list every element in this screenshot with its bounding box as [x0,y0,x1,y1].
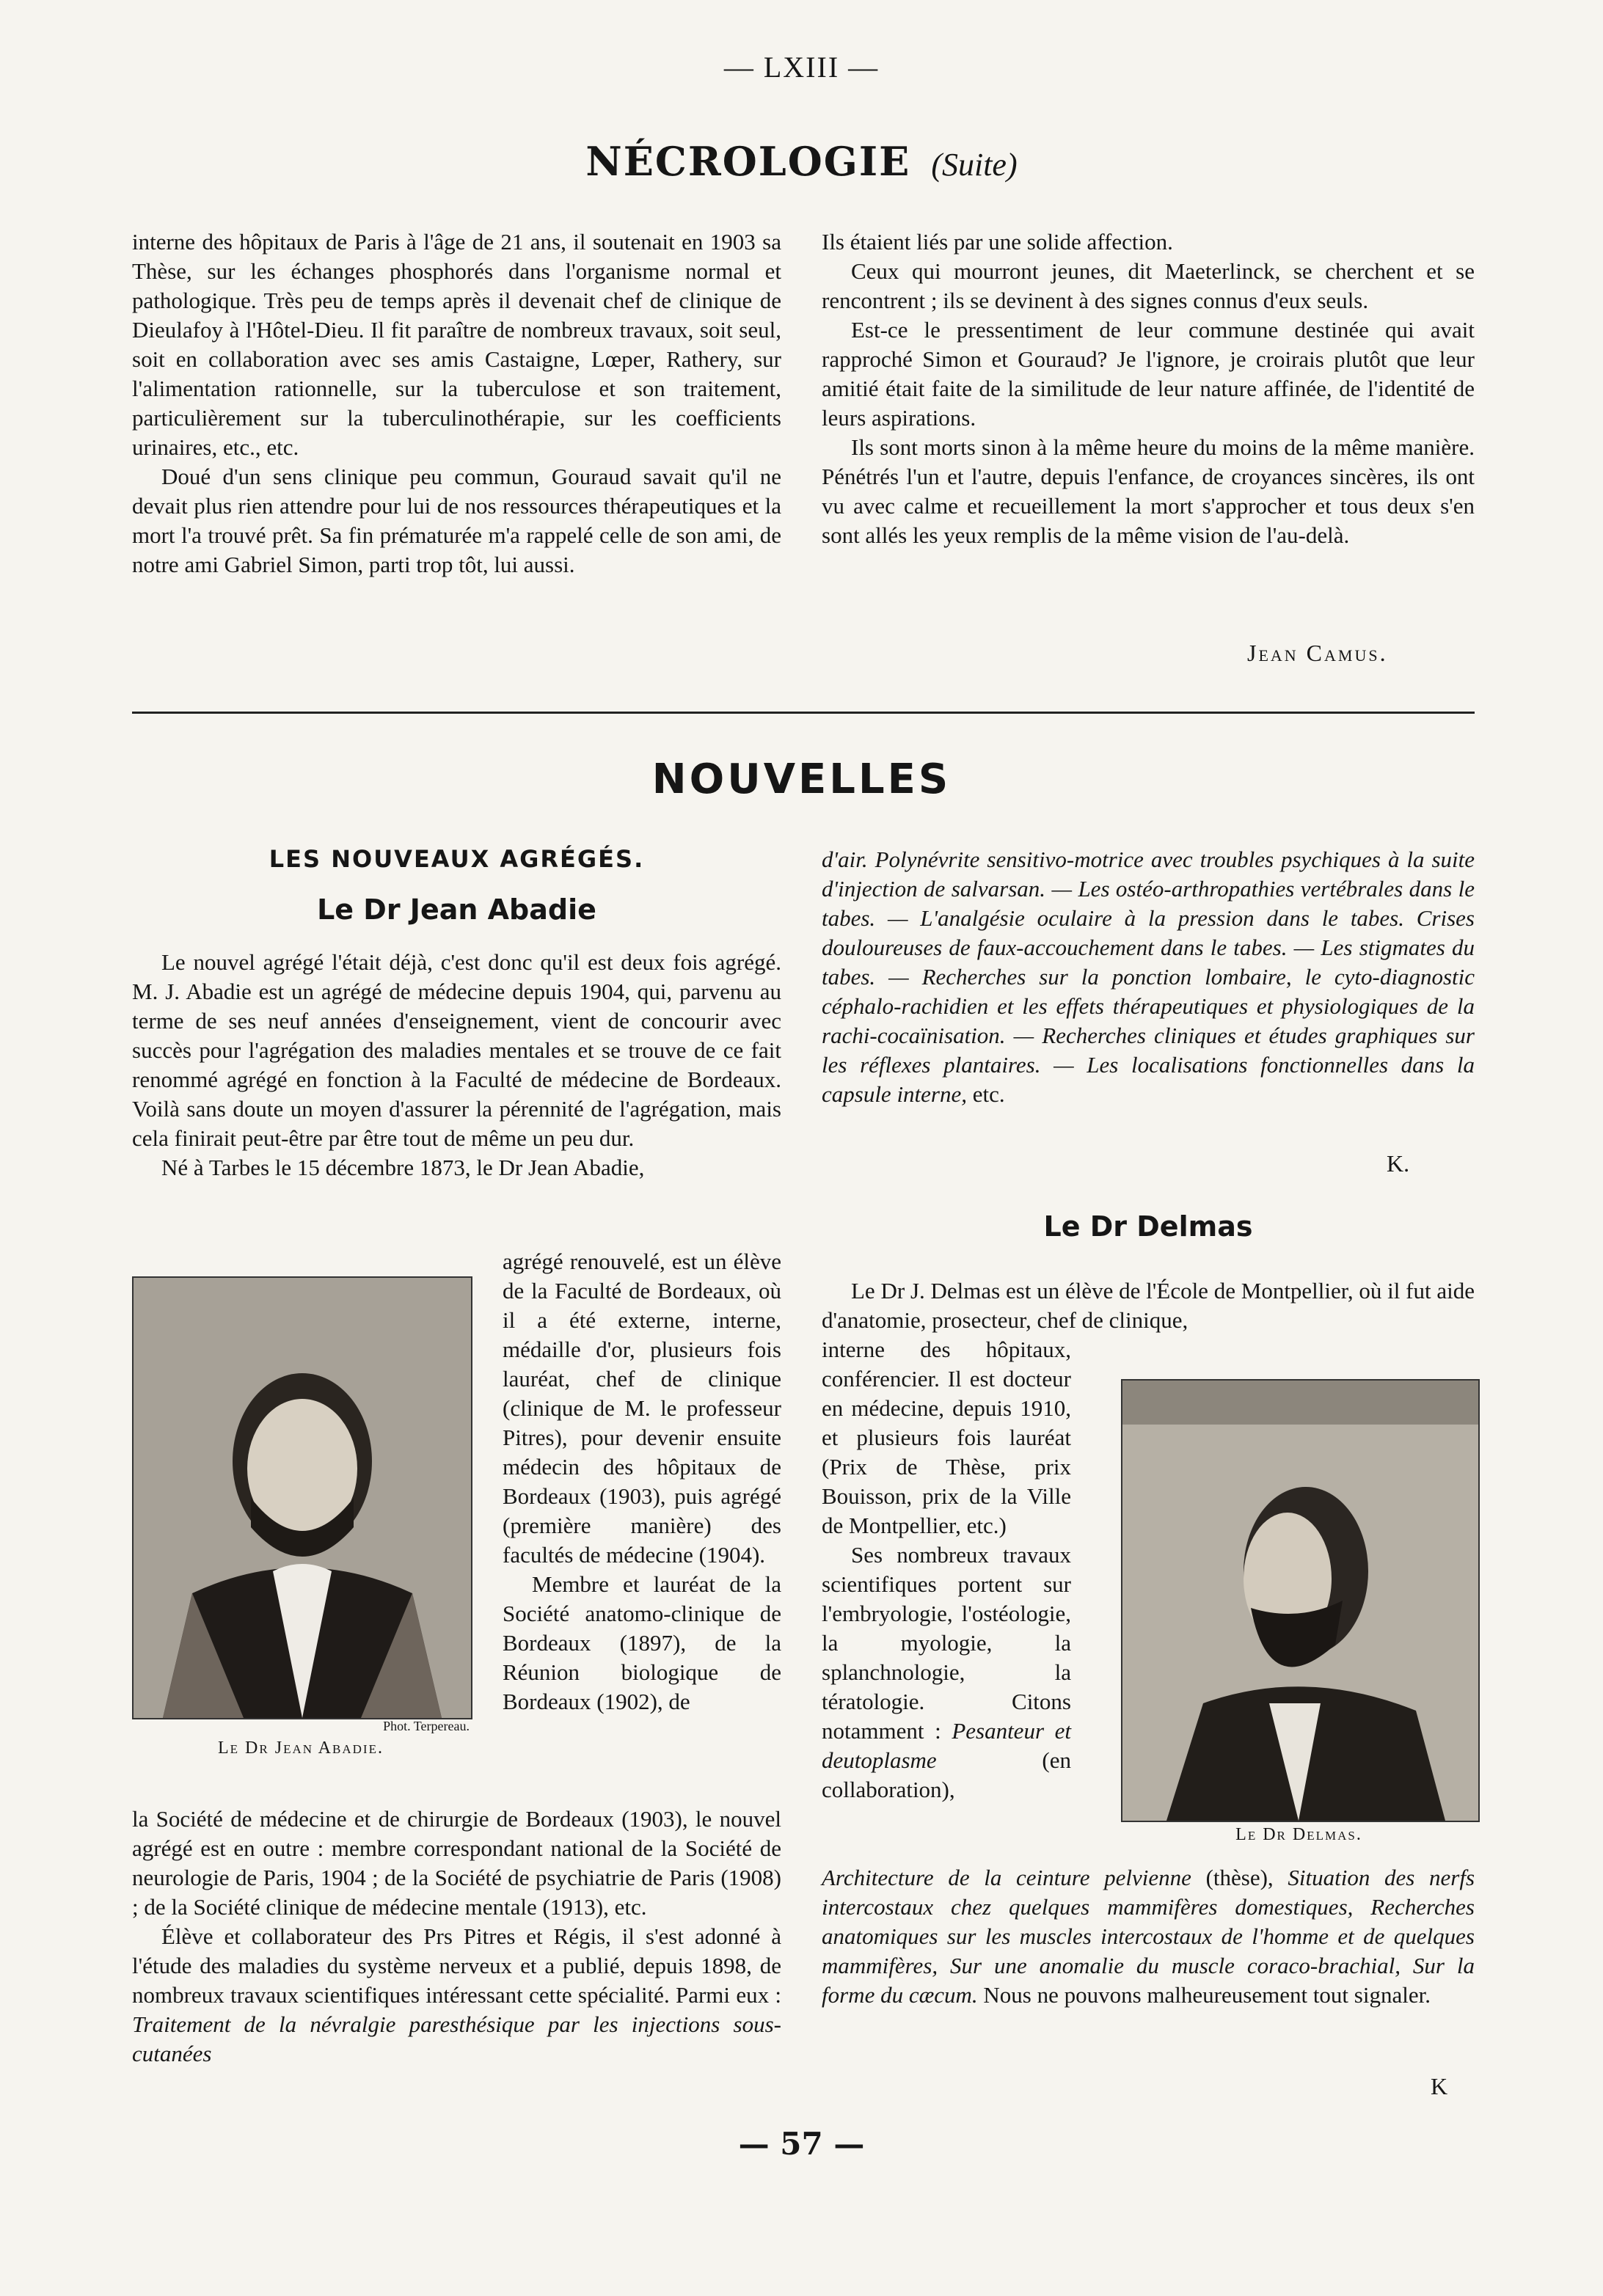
delmas-p1-lead: Le Dr J. Delmas est un élève de l'École de Montpellier, où il fut aide d'anatomie, prosecteur, chef de clinique, [822,1278,1475,1333]
necrologie-title [0,138,1603,185]
necrologie-right-p4: Ils sont morts sinon à la même heure du moins de la même manière. Pénétrés l'un et l'autre, depuis l'enfance, de croyances sincères, ils ont vu avec calme et recueillement la mort s'approcher et tous deux s'en sont allés les yeux remplis de la même vision de l'au-delà. [822,434,1475,548]
delmas-p2-collab: (en collaboration), [822,1747,1071,1802]
necrologie-suite: (Suite) [931,147,1018,183]
abadie-intro [132,948,781,1182]
abadie-continued [132,1805,781,2069]
abadie-p4-text: Élève et collaborateur des Prs Pitres et Régis, il s'est adonné à l'étude des maladies du système nerveux et a publié, depuis 1898, de nombreux travaux scientifiques intéressant cette spécialité. Parmi eux : [132,1923,781,2008]
abadie-works [822,845,1475,1109]
abadie-wrap-text [503,1247,781,1716]
abadie-photo-credit: Phot. Terpereau. [383,1719,470,1733]
abadie-p1: Le nouvel agrégé l'était déjà, c'est donc qu'il est deux fois agrégé. M. J. Abadie est un agrégé de médecine depuis 1904, qui, parvenu au terme de ses neuf années d'enseignement, vient de concourir avec succès pour l'agrégation des maladies mentales et se trouve de ce fait renommé agrégé en fonction à la Faculté de médecine de Bordeaux. Voilà sans doute un moyen d'assurer la pérennité de l'agrégation, mais cela finirait peut-être par être tout de même un peu dur. [132,949,781,1151]
necrologie-left-p1: interne des hôpitaux de Paris à l'âge de 21 ans, il soutenait en 1903 sa Thèse, sur les échanges phosphorés dans l'organisme normal et pathologique. Très peu de temps après il devenait chef de clinique de Dieulafoy à l'Hôtel-Dieu. Il fit paraître de nombreux travaux, soit seul, soit en collaboration avec ses amis Castaigne, Lœper, Rathery, sur l'alimentation rationnelle, sur la tuberculose et son traitement, particulièrement sur la tuberculinothérapie, sur les coefficients urinaires, etc., etc. [132,229,781,460]
delmas-photo [1121,1379,1480,1822]
abadie-works-signature: K. [1387,1150,1410,1177]
delmas-p2-text: Ses nombreux travaux scientifiques portent sur l'embryologie, l'ostéologie, la myologie, la splanchnologie, la tératologie. Citons notamment : [822,1542,1071,1744]
abadie-works-italic: d'air. Polynévrite sensitivo-motrice avec troubles psychiques à la suite d'injection de salvarsan. — Les ostéo-arthropathies vertébrales dans le tabes. — L'analgésie oculaire à la pression dans le tabes. Crises douloureuses de faux-accouchement dans le tabes. — Les stigmates du tabes. — Recherches sur la ponction lombaire, le cyto-diagnostic céphalo-rachidien et les effets thérapeutiques et physiologiques de la rachi-cocaïnisation. — Recherches cliniques et études graphiques sur les réflexes plantaires. — Les localisations fonctionnelles dans la capsule interne, [822,847,1475,1107]
abadie-p2-lead: Né à Tarbes le 15 décembre 1873, le Dr Jean Abadie, [161,1155,645,1180]
delmas-heading: Le Dr Delmas [1043,1210,1253,1243]
necrologie-left-p2: Doué d'un sens clinique peu commun, Gouraud savait qu'il ne devait plus rien attendre pour lui de nos ressources thérapeutiques et la mort l'a trouvé prêt. Sa fin prématurée m'a rappelé celle de son ami, de notre ami Gabriel Simon, parti trop tôt, lui aussi. [132,464,781,577]
delmas-rest-italic-2: Situation des nerfs intercostaux chez quelques mammifères domestiques, Recherches anatomiques sur les muscles intercostaux de l'homme et de quelques mammifères, Sur une anomalie du muscle coraco-brachial, Sur la forme du cæcum. [822,1865,1475,2008]
abadie-portrait-illustration [134,1278,471,1718]
delmas-rest-2: Nous ne pouvons malheureusement tout signaler. [983,1982,1431,2008]
abadie-p3-wrap: Membre et lauréat de la Société anatomo-clinique de Bordeaux (1897), de la Réunion biologique de Bordeaux (1902), de [503,1571,781,1714]
necrologie-right-column [822,227,1475,550]
delmas-photo-caption: Le Dr Delmas. [1235,1825,1362,1844]
page-number: — 57 — [738,2126,865,2162]
abadie-works-etc: etc. [972,1081,1005,1107]
delmas-wrap-text [822,1335,1071,1805]
necrologie-title-text: NÉCROLOGIE [585,138,911,185]
delmas-portrait-illustration [1122,1381,1478,1821]
delmas-p2-italic: Pesanteur et deutoplasme [822,1718,1071,1773]
abadie-photo [132,1276,472,1719]
delmas-rest-italic-1: Architecture de la ceinture pelvienne [822,1865,1191,1890]
abadie-photo-caption: Le Dr Jean Abadie. [218,1739,384,1758]
delmas-continued [822,1863,1475,2010]
necrologie-signature: Jean Camus. [1247,640,1388,666]
delmas-rest-1: (thèse), [1205,1865,1274,1890]
abadie-p3-rest: la Société de médecine et de chirurgie de Bordeaux (1903), le nouvel agrégé est en outre : membre correspondant national de la Société de neurologie de Paris, 1904 ; de la Société de psychiatrie de Paris (1908) ; de la Société clinique de médecine mentale (1913), etc. [132,1806,781,1920]
section-divider [132,712,1475,714]
page-roman-numeral: — LXIII — [723,51,880,84]
abadie-works-text [822,845,1475,1109]
necrologie-right-p2: Ceux qui mourront jeunes, dit Maeterlinck, se cherchent et se rencontrent ; ils se devinent à des signes connus d'eux seuls. [822,258,1475,313]
delmas-p2-rest [822,1863,1475,2010]
necrologie-right-p3: Est-ce le pressentiment de leur commune destinée qui avait rapproché Simon et Gouraud? Je l'ignore, je croirais plutôt que leur amitié était faite de la similitude de leur nature affinée, de l'identité de leurs aspirations. [822,317,1475,431]
delmas-p1-wrap: interne des hôpitaux, conférencier. Il est docteur en médecine, depuis 1910, et plusieurs fois lauréat (Prix de Thèse, prix Bouisson, prix de la Ville de Montpellier, etc.) [822,1337,1071,1538]
nouvelles-title: NOUVELLES [651,756,952,803]
delmas-signature: K [1431,2073,1448,2099]
delmas-p2-wrap [822,1540,1071,1805]
necrologie-left-column [132,227,781,580]
abadie-heading: Le Dr Jean Abadie [317,893,596,926]
delmas-intro [822,1276,1475,1335]
agreges-heading: LES NOUVEAUX AGRÉGÉS. [269,845,645,873]
abadie-p2-wrap: agrégé renouvelé, est un élève de la Faculté de Bordeaux, où il a été externe, interne, médaille d'or, plusieurs fois lauréat, chef de clinique (clinique de M. le professeur Pitres), pour devenir ensuite médecin des hôpitaux de Bordeaux (1903), puis agrégé (première manière) des facultés de médecine (1904). [503,1248,781,1568]
necrologie-right-p1: Ils étaient liés par une solide affection. [822,229,1173,255]
abadie-p4-italic: Traitement de la névralgie paresthésique par les injections sous-cutanées [132,2011,781,2066]
abadie-p4 [132,1922,781,2069]
